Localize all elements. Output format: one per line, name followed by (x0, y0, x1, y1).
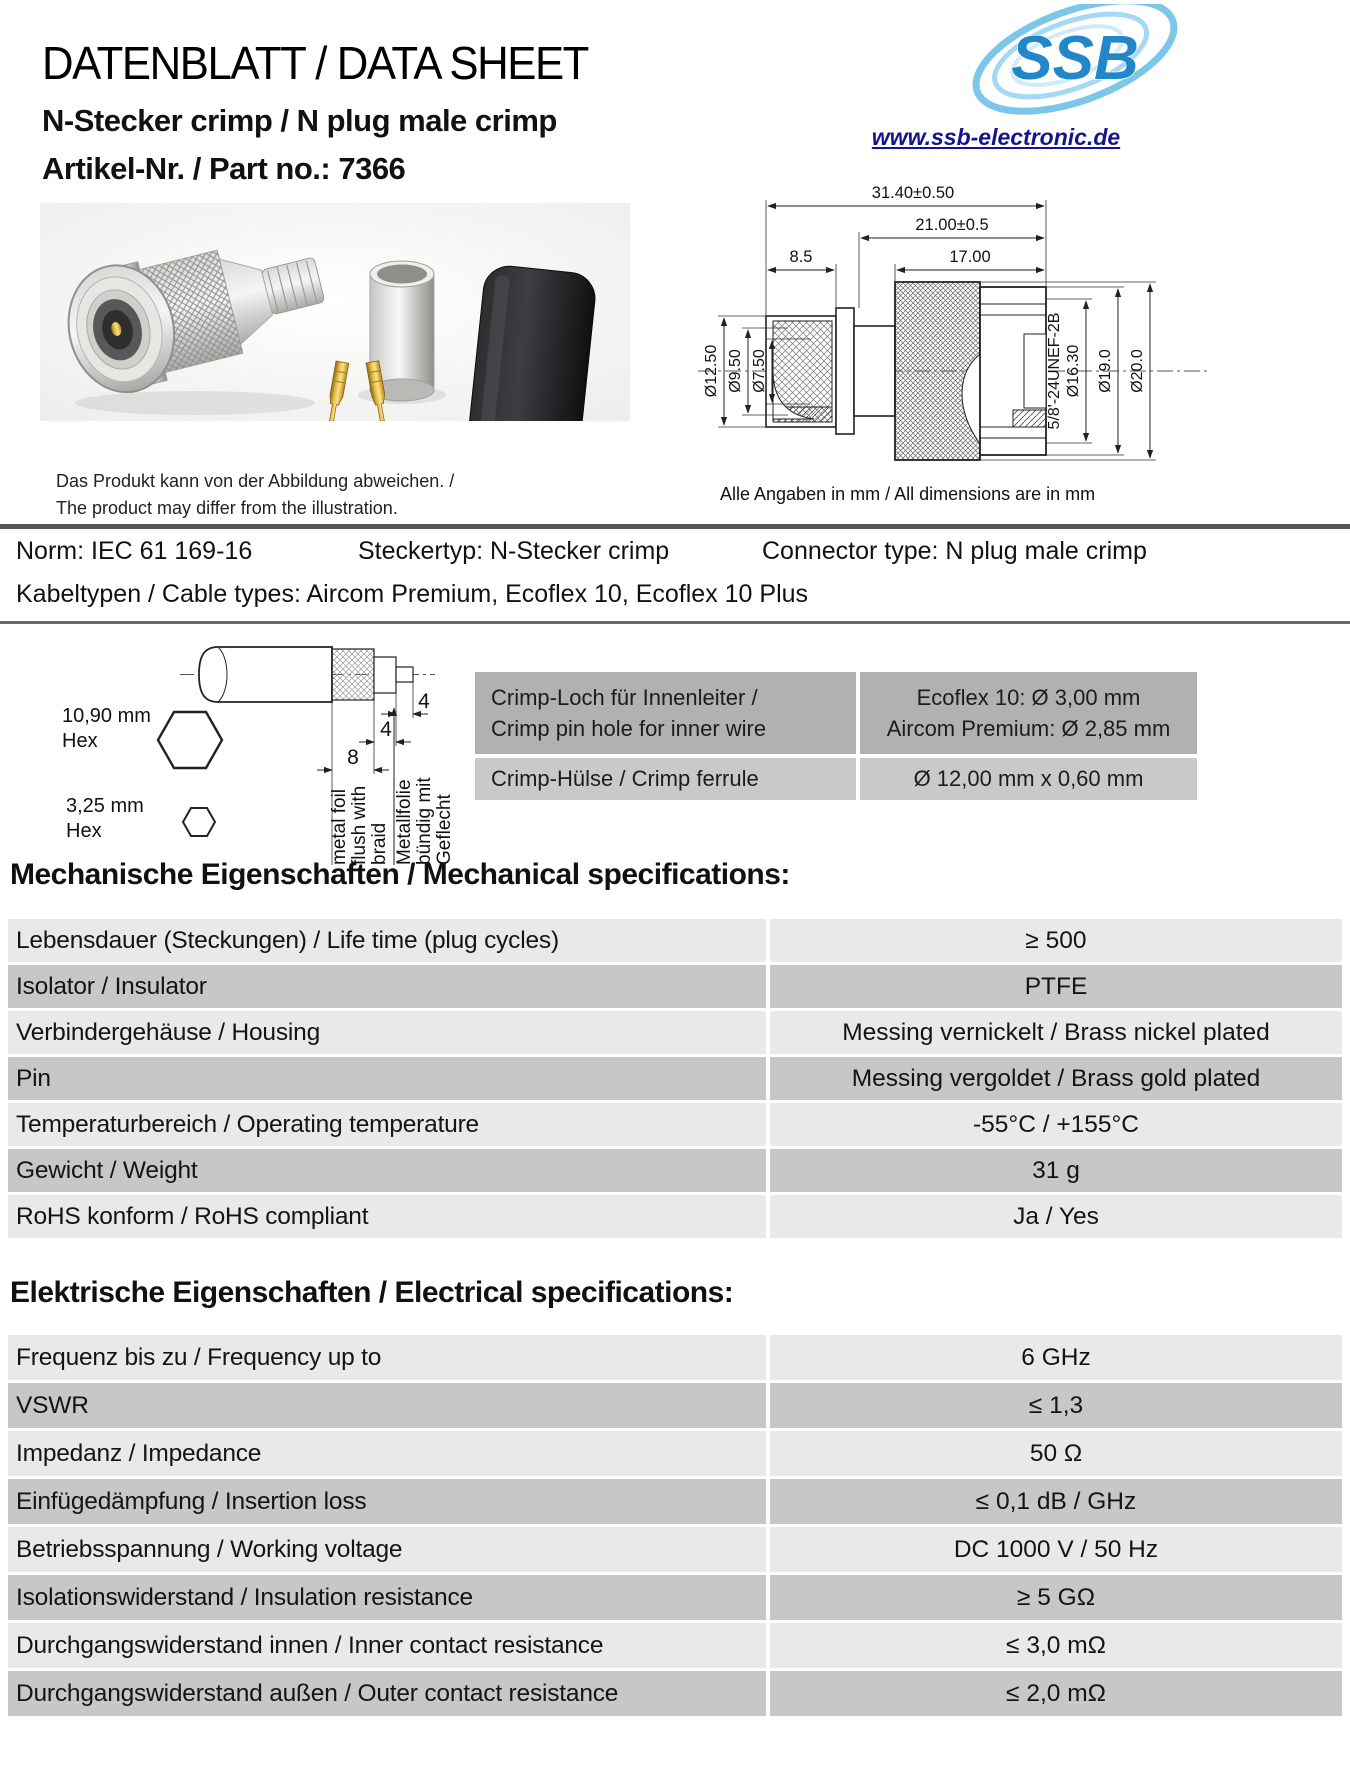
spec-value: 6 GHz (770, 1335, 1342, 1380)
plug-type-en: Connector type: N plug male crimp (762, 537, 1147, 565)
dimensions-note: Alle Angaben in mm / All dimensions are in mm (720, 484, 1096, 504)
shrink-tube-illustration (466, 264, 597, 421)
dia-front-inner: Ø16.30 (1065, 344, 1082, 398)
spec-label: Lebensdauer (Steckungen) / Life time (plug cycles) (8, 919, 766, 962)
crimp-table-row (475, 672, 1197, 754)
spec-label: Betriebsspannung / Working voltage (8, 1527, 766, 1572)
foil-note-de: Geflecht (434, 794, 455, 865)
crimp-hole-value (860, 672, 1197, 754)
spec-label: Pin (8, 1057, 766, 1100)
table-row (8, 1623, 1342, 1668)
hex-small-value: 3,25 mm (66, 795, 144, 817)
table-row (8, 1527, 1342, 1572)
page-title: DATENBLATT / DATA SHEET (42, 37, 588, 89)
spec-value: ≤ 1,3 (770, 1383, 1342, 1428)
spec-value: PTFE (770, 965, 1342, 1008)
spec-label: Impedanz / Impedance (8, 1431, 766, 1476)
logo-text: SSB (1011, 24, 1139, 93)
electrical-table (8, 1335, 1342, 1719)
spec-label: Temperaturbereich / Operating temperature (8, 1103, 766, 1146)
hex-large-shape (158, 712, 222, 768)
spec-label: Isolationswiderstand / Insulation resistance (8, 1575, 766, 1620)
cable-types: Kabeltypen / Cable types: Aircom Premium, Ecoflex 10, Ecoflex 10 Plus (16, 580, 809, 608)
dim-overall: 31.40±0.50 (871, 184, 955, 202)
product-subtitle: N-Stecker crimp / N plug male crimp (42, 103, 557, 138)
hex-small-unit: Hex (66, 820, 102, 842)
foil-note-en: braid (369, 822, 390, 865)
foil-note-de: bündig mit (414, 777, 435, 865)
crimp-table (475, 672, 1197, 804)
foil-note-de: Metallfolie (394, 779, 415, 865)
spec-value: 50 Ω (770, 1431, 1342, 1476)
dia-front-mid: Ø19.0 (1097, 349, 1114, 393)
technical-drawing (628, 158, 1343, 470)
cable-prep-diagram (40, 630, 460, 870)
ssb-logo (945, 4, 1205, 124)
spec-label: Isolator / Insulator (8, 965, 766, 1008)
spec-value: 31 g (770, 1149, 1342, 1192)
mechanical-heading: Mechanische Eigenschaften / Mechanical specifications: (10, 858, 790, 891)
table-row (8, 919, 1342, 962)
thread-spec: 5/8'-24UNEF-2B (1046, 312, 1063, 430)
dim-back: 8.5 (789, 248, 813, 266)
spec-label: Durchgangswiderstand innen / Inner contact resistance (8, 1623, 766, 1668)
divider-thick (0, 524, 1350, 529)
table-row (8, 1383, 1342, 1428)
table-row (8, 1057, 1342, 1100)
spec-value: Messing vernickelt / Brass nickel plated (770, 1011, 1342, 1054)
spec-value: Messing vergoldet / Brass gold plated (770, 1057, 1342, 1100)
dia-back-mid: Ø9.50 (727, 349, 744, 393)
dim-pin: 4 (418, 690, 430, 713)
crimp-hole-value-aircom: Aircom Premium: Ø 2,85 mm (886, 716, 1171, 741)
spec-label: Frequenz bis zu / Frequency up to (8, 1335, 766, 1380)
table-row (8, 1671, 1342, 1716)
dim-braid: 8 (347, 746, 359, 769)
hex-large-value: 10,90 mm (62, 705, 151, 727)
hex-small-shape (183, 808, 215, 836)
table-row (8, 1195, 1342, 1238)
part-number: Artikel-Nr. / Part no.: 7366 (42, 151, 406, 186)
spec-label: Durchgangswiderstand außen / Outer contact resistance (8, 1671, 766, 1716)
crimp-ferrule-label: Crimp-Hülse / Crimp ferrule (475, 758, 856, 800)
hex-large-unit: Hex (62, 730, 98, 752)
spec-value: ≤ 0,1 dB / GHz (770, 1479, 1342, 1524)
divider-thin (0, 621, 1350, 624)
table-row (8, 1149, 1342, 1192)
spec-value: DC 1000 V / 50 Hz (770, 1527, 1342, 1572)
table-row (8, 1479, 1342, 1524)
product-photo (40, 203, 630, 421)
table-row (8, 1431, 1342, 1476)
spec-label: Einfügedämpfung / Insertion loss (8, 1479, 766, 1524)
spec-value: ≤ 2,0 mΩ (770, 1671, 1342, 1716)
spec-value: -55°C / +155°C (770, 1103, 1342, 1146)
dia-back-outer: Ø12.50 (703, 344, 720, 398)
crimp-hole-label-de: Crimp-Loch für Innenleiter / (491, 685, 758, 710)
table-row (8, 965, 1342, 1008)
crimp-hole-label-en: Crimp pin hole for inner wire (491, 716, 767, 741)
dim-dielectric: 4 (380, 718, 392, 741)
photo-caption-en: The product may differ from the illustration. (56, 498, 398, 518)
electrical-heading: Elektrische Eigenschaften / Electrical specifications: (10, 1276, 734, 1309)
norm-label: Norm: IEC 61 169-16 (16, 537, 253, 565)
spec-label: VSWR (8, 1383, 766, 1428)
table-row (8, 1011, 1342, 1054)
photo-caption-de: Das Produkt kann von der Abbildung abweichen. / (56, 471, 455, 491)
photo-caption (56, 468, 454, 522)
website-link[interactable]: www.ssb-electronic.de (871, 124, 1121, 150)
table-row (8, 1335, 1342, 1380)
spec-value: ≤ 3,0 mΩ (770, 1623, 1342, 1668)
mechanical-table (8, 919, 1342, 1241)
foil-note-en: metal foil (329, 788, 350, 865)
table-row (8, 1575, 1342, 1620)
dia-front-outer: Ø20.0 (1129, 349, 1146, 393)
spec-value: ≥ 500 (770, 919, 1342, 962)
crimp-hole-label (475, 672, 856, 754)
spec-label: RoHS konform / RoHS compliant (8, 1195, 766, 1238)
spec-label: Gewicht / Weight (8, 1149, 766, 1192)
spec-value: Ja / Yes (770, 1195, 1342, 1238)
dim-body: 21.00±0.5 (915, 216, 989, 234)
crimp-table-row (475, 758, 1197, 800)
spec-label: Verbindergehäuse / Housing (8, 1011, 766, 1054)
plug-type-de: Steckertyp: N-Stecker crimp (358, 537, 670, 565)
spec-value: ≥ 5 GΩ (770, 1575, 1342, 1620)
dia-back-inner: Ø7.50 (751, 349, 768, 393)
table-row (8, 1103, 1342, 1146)
crimp-hole-value-ecoflex: Ecoflex 10: Ø 3,00 mm (916, 685, 1141, 710)
dim-front: 17.00 (949, 248, 991, 266)
foil-note-en: flush with (349, 785, 370, 865)
crimp-ferrule-value: Ø 12,00 mm x 0,60 mm (860, 758, 1197, 800)
